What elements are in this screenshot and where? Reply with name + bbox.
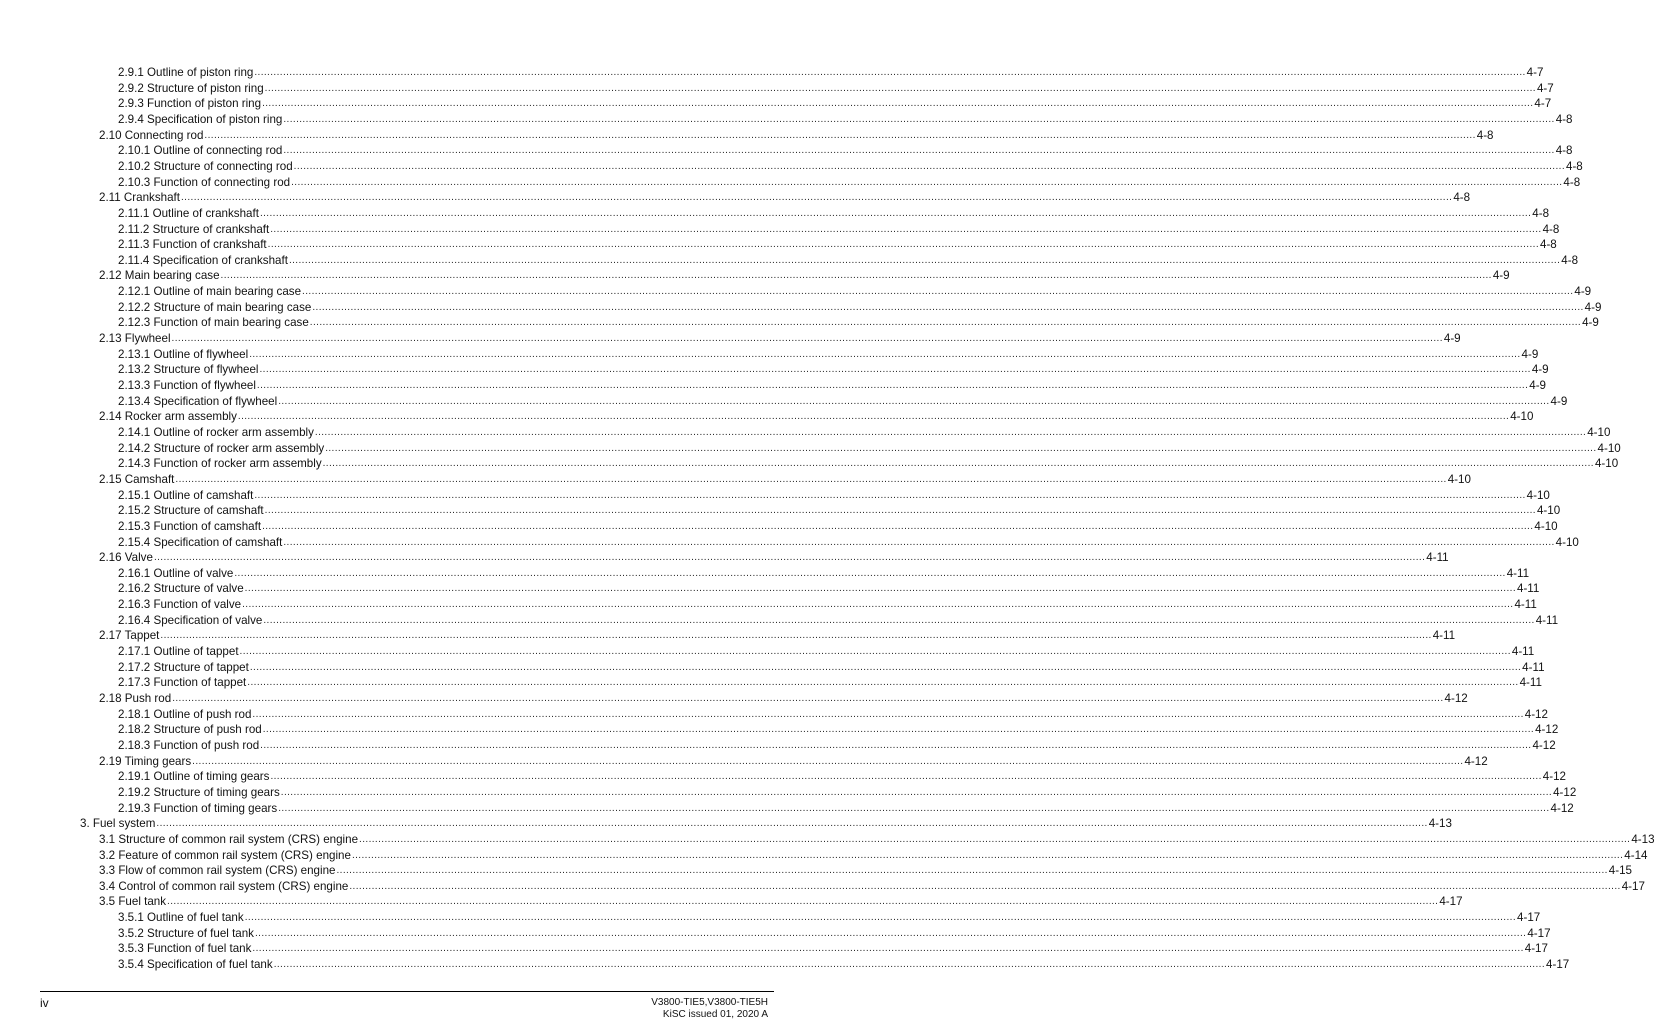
toc-entry-title: 2.11.2 Structure of crankshaft: [118, 222, 270, 236]
dot-leader: ................................................................................................................................................................................................................................................................................................................................................................................................................: [153, 552, 1426, 564]
dot-leader: ................................................................................................................................................................................................................................................................................................................................................................................................................: [263, 614, 1535, 626]
dot-leader: ................................................................................................................................................................................................................................................................................................................................................................................................................: [254, 927, 1527, 939]
toc-entry[interactable]: [118, 956, 1570, 972]
toc-entry[interactable]: [118, 909, 1541, 925]
toc-entry-page: 4-17: [1439, 895, 1463, 909]
dot-leader: ................................................................................................................................................................................................................................................................................................................................................................................................................: [322, 458, 1594, 470]
toc-entry[interactable]: [118, 346, 1539, 362]
toc-entry[interactable]: [118, 377, 1547, 393]
toc-entry-page: 4-8: [1542, 222, 1560, 236]
toc-entry-page: 4-10: [1510, 410, 1534, 424]
dot-leader: ................................................................................................................................................................................................................................................................................................................................................................................................................: [262, 724, 1535, 736]
toc-entry-page: 4-11: [1506, 566, 1530, 580]
toc-entry[interactable]: [99, 549, 1449, 565]
footer-divider: [40, 991, 774, 992]
toc-entry-title: 2.18.2 Structure of push rod: [118, 723, 262, 737]
dot-leader: ................................................................................................................................................................................................................................................................................................................................................................................................................: [254, 67, 1526, 78]
toc-entry-page: 4-17: [1517, 911, 1541, 925]
dot-leader: ................................................................................................................................................................................................................................................................................................................................................................................................................: [249, 661, 1522, 673]
toc-entry[interactable]: [99, 471, 1471, 487]
toc-entry[interactable]: [118, 142, 1573, 158]
toc-entry-title: 2.13.2 Structure of flywheel: [118, 363, 259, 377]
toc-entry[interactable]: [99, 408, 1534, 424]
toc-entry-title: 2.10 Connecting rod: [99, 128, 204, 142]
toc-entry[interactable]: [118, 314, 1599, 330]
dot-leader: ................................................................................................................................................................................................................................................................................................................................................................................................................: [280, 786, 1553, 798]
toc-entry-page: 4-12: [1524, 707, 1548, 721]
dot-leader: ................................................................................................................................................................................................................................................................................................................................................................................................................: [160, 630, 1432, 642]
toc-entry-title: 2.9.3 Function of piston ring: [118, 97, 262, 111]
dot-leader: ................................................................................................................................................................................................................................................................................................................................................................................................................: [242, 599, 1514, 611]
toc-entry-page: 4-10: [1526, 488, 1550, 502]
toc-entry-page: 4-7: [1526, 66, 1544, 79]
dot-leader: ................................................................................................................................................................................................................................................................................................................................................................................................................: [204, 129, 1476, 141]
toc-entry[interactable]: [99, 878, 1645, 894]
toc-entry[interactable]: [99, 893, 1463, 909]
toc-entry-title: 2.17.1 Outline of tappet: [118, 645, 239, 659]
toc-entry-title: 2.10.1 Outline of connecting rod: [118, 144, 283, 158]
footer-model: V3800-TIE5,V3800-TIE5H: [651, 997, 768, 1008]
dot-leader: ................................................................................................................................................................................................................................................................................................................................................................................................................: [244, 583, 1516, 595]
toc-entry-page: 4-8: [1566, 159, 1583, 173]
toc-entry-page: 4-9: [1443, 332, 1461, 346]
toc-entry[interactable]: [118, 940, 1548, 956]
dot-leader: ................................................................................................................................................................................................................................................................................................................................................................................................................: [312, 301, 1584, 313]
toc-entry-page: 4-14: [1624, 848, 1648, 862]
toc-entry-page: 4-8: [1561, 253, 1579, 267]
toc-entry-title: 3.5.2 Structure of fuel tank: [118, 926, 254, 940]
toc-entry[interactable]: [118, 393, 1568, 409]
toc-entry-title: 2.19.3 Function of timing gears: [118, 801, 278, 815]
dot-leader: ................................................................................................................................................................................................................................................................................................................................................................................................................: [270, 223, 1542, 235]
toc-entry[interactable]: [118, 518, 1558, 534]
toc-entry-page: 4-17: [1546, 958, 1570, 972]
toc-entry[interactable]: [118, 502, 1561, 518]
dot-leader: ................................................................................................................................................................................................................................................................................................................................................................................................................: [349, 880, 1621, 892]
toc-entry-page: 4-11: [1426, 551, 1449, 565]
toc-entry[interactable]: [99, 862, 1633, 878]
toc-entry-title: 3.5.3 Function of fuel tank: [118, 942, 252, 956]
dot-leader: ................................................................................................................................................................................................................................................................................................................................................................................................................: [278, 802, 1550, 814]
page-number: iv: [40, 996, 49, 1010]
dot-leader: ................................................................................................................................................................................................................................................................................................................................................................................................................: [273, 959, 1546, 971]
toc-entry[interactable]: [99, 267, 1510, 283]
toc-entry-page: 4-7: [1534, 97, 1552, 111]
toc-entry-page: 4-13: [1631, 832, 1655, 846]
dot-leader: ................................................................................................................................................................................................................................................................................................................................................................................................................: [283, 145, 1555, 157]
toc-entry-title: 3.1 Structure of common rail system (CRS) engine: [99, 832, 359, 846]
dot-leader: ................................................................................................................................................................................................................................................................................................................................................................................................................: [254, 489, 1526, 501]
toc-entry[interactable]: [118, 565, 1530, 581]
toc-entry[interactable]: [99, 627, 1456, 643]
toc-entry[interactable]: [99, 753, 1488, 769]
dot-leader: ................................................................................................................................................................................................................................................................................................................................................................................................................: [270, 771, 1542, 783]
dot-leader: ................................................................................................................................................................................................................................................................................................................................................................................................................: [262, 98, 1534, 110]
dot-leader: ................................................................................................................................................................................................................................................................................................................................................................................................................: [351, 849, 1624, 861]
toc-entry[interactable]: [118, 925, 1551, 941]
toc-entry-page: 4-10: [1587, 425, 1611, 439]
toc-entry[interactable]: [99, 847, 1648, 863]
toc-entry-page: 4-17: [1621, 879, 1645, 893]
toc-entry-title: 2.12.2 Structure of main bearing case: [118, 300, 312, 314]
toc-entry-title: 3.2 Feature of common rail system (CRS) engine: [99, 848, 351, 862]
dot-leader: ................................................................................................................................................................................................................................................................................................................................................................................................................: [302, 286, 1574, 298]
toc-entry[interactable]: [118, 361, 1549, 377]
toc-entry-title: 2.17.2 Structure of tappet: [118, 660, 249, 674]
dot-leader: ................................................................................................................................................................................................................................................................................................................................................................................................................: [291, 176, 1563, 188]
toc-entry-page: 4-11: [1432, 629, 1456, 643]
toc-entry[interactable]: [118, 252, 1579, 268]
toc-entry-page: 4-15: [1608, 864, 1633, 878]
toc-entry-title: 2.16 Valve: [99, 551, 153, 565]
toc-entry[interactable]: [118, 174, 1581, 190]
toc-entry-page: 4-11: [1522, 660, 1545, 674]
toc-entry[interactable]: [99, 690, 1468, 706]
dot-leader: ................................................................................................................................................................................................................................................................................................................................................................................................................: [264, 505, 1536, 517]
dot-leader: ................................................................................................................................................................................................................................................................................................................................................................................................................: [325, 442, 1597, 454]
dot-leader: ................................................................................................................................................................................................................................................................................................................................................................................................................: [172, 693, 1444, 704]
toc-entry-page: 4-9: [1492, 269, 1510, 283]
toc-entry[interactable]: [118, 800, 1574, 816]
toc-entry[interactable]: [118, 721, 1559, 737]
toc-entry-page: 4-17: [1524, 942, 1548, 956]
toc-entry-title: 2.19.2 Structure of timing gears: [118, 785, 280, 799]
toc-entry-page: 4-8: [1476, 128, 1494, 142]
toc-entry-page: 4-8: [1540, 238, 1557, 252]
toc-entry-page: 4-12: [1464, 754, 1488, 768]
toc-entry[interactable]: [99, 127, 1494, 143]
toc-entry-page: 4-10: [1555, 535, 1579, 549]
dot-leader: ................................................................................................................................................................................................................................................................................................................................................................................................................: [234, 567, 1506, 579]
toc-entry-page: 4-11: [1511, 645, 1535, 659]
toc-entry-title: 2.12 Main bearing case: [99, 269, 220, 283]
dot-leader: ................................................................................................................................................................................................................................................................................................................................................................................................................: [247, 677, 1519, 689]
toc-entry-title: 2.16.2 Structure of valve: [118, 582, 244, 596]
toc-entry-title: 3.4 Control of common rail system (CRS) engine: [99, 879, 349, 893]
toc-entry-title: 2.19 Timing gears: [99, 754, 192, 768]
toc-entry-title: 2.10.2 Structure of connecting rod: [118, 159, 293, 173]
toc-entry[interactable]: [118, 706, 1548, 722]
toc-entry-page: 4-8: [1532, 206, 1550, 220]
toc-entry[interactable]: [118, 534, 1579, 550]
toc-entry-title: 2.15.2 Structure of camshaft: [118, 504, 264, 518]
toc-entry[interactable]: [118, 643, 1535, 659]
toc-entry-title: 2.15.3 Function of camshaft: [118, 519, 262, 533]
dot-leader: ................................................................................................................................................................................................................................................................................................................................................................................................................: [239, 646, 1511, 658]
toc-entry-page: 4-9: [1529, 379, 1547, 392]
toc-entry[interactable]: [118, 612, 1559, 628]
dot-leader: ................................................................................................................................................................................................................................................................................................................................................................................................................: [283, 113, 1555, 125]
toc-entry[interactable]: [118, 283, 1592, 299]
toc-entry[interactable]: [118, 674, 1542, 690]
toc-entry[interactable]: [118, 424, 1611, 440]
toc-entry-page: 4-9: [1521, 347, 1539, 361]
toc-entry-page: 4-12: [1542, 770, 1566, 784]
toc-entry-page: 4-11: [1519, 676, 1542, 690]
toc-entry-page: 4-9: [1574, 285, 1592, 299]
dot-leader: ................................................................................................................................................................................................................................................................................................................................................................................................................: [171, 333, 1443, 345]
toc-entry-page: 4-11: [1517, 582, 1540, 596]
dot-leader: ................................................................................................................................................................................................................................................................................................................................................................................................................: [336, 865, 1608, 877]
toc-entry-page: 4-17: [1527, 926, 1551, 940]
toc-entry-title: 2.13.3 Function of flywheel: [118, 379, 256, 392]
toc-entry[interactable]: [80, 815, 1452, 831]
toc-entry[interactable]: [118, 659, 1545, 675]
toc-entry-page: 4-9: [1582, 316, 1599, 330]
toc-entry-title: 2.19.1 Outline of timing gears: [118, 770, 270, 784]
dot-leader: ................................................................................................................................................................................................................................................................................................................................................................................................................: [192, 755, 1464, 767]
toc-entry[interactable]: [118, 737, 1556, 753]
toc-entry[interactable]: [118, 158, 1583, 174]
toc-entry-page: 4-12: [1553, 785, 1577, 799]
toc-entry[interactable]: [118, 80, 1554, 96]
dot-leader: ................................................................................................................................................................................................................................................................................................................................................................................................................: [309, 317, 1582, 329]
toc-entry-page: 4-10: [1536, 504, 1561, 518]
toc-entry[interactable]: [118, 580, 1540, 596]
dot-leader: ................................................................................................................................................................................................................................................................................................................................................................................................................: [359, 833, 1631, 845]
toc-entry-title: 3.3 Flow of common rail system (CRS) engine: [99, 864, 336, 878]
toc-entry[interactable]: [118, 299, 1602, 315]
dot-leader: ................................................................................................................................................................................................................................................................................................................................................................................................................: [167, 896, 1439, 908]
toc-entry-page: 4-9: [1550, 394, 1568, 408]
toc-entry[interactable]: [118, 64, 1544, 80]
toc-entry[interactable]: [118, 221, 1560, 237]
toc-entry-title: 2.13.4 Specification of flywheel: [118, 394, 278, 408]
toc-entry-title: 2.9.2 Structure of piston ring: [118, 81, 264, 95]
toc-entry[interactable]: [99, 330, 1461, 346]
toc-entry[interactable]: [99, 189, 1471, 205]
dot-leader: ................................................................................................................................................................................................................................................................................................................................................................................................................: [252, 708, 1524, 720]
dot-leader: ................................................................................................................................................................................................................................................................................................................................................................................................................: [267, 239, 1539, 251]
dot-leader: ................................................................................................................................................................................................................................................................................................................................................................................................................: [249, 348, 1521, 360]
toc-entry-page: 4-9: [1584, 300, 1602, 314]
toc-entry-title: 2.14.3 Function of rocker arm assembly: [118, 457, 322, 471]
toc-entry[interactable]: [118, 205, 1550, 221]
toc-entry-title: 2.11 Crankshaft: [99, 191, 180, 205]
dot-leader: ................................................................................................................................................................................................................................................................................................................................................................................................................: [181, 192, 1453, 204]
toc-entry[interactable]: [118, 784, 1577, 800]
toc-entry-title: 2.15.1 Outline of camshaft: [118, 488, 254, 502]
dot-leader: ................................................................................................................................................................................................................................................................................................................................................................................................................: [260, 739, 1532, 751]
toc-entry[interactable]: [118, 487, 1550, 503]
toc-entry-title: 2.16.4 Specification of valve: [118, 613, 263, 627]
toc-entry-title: 3.5 Fuel tank: [99, 895, 167, 909]
toc-entry-title: 2.17.3 Function of tappet: [118, 676, 247, 690]
toc-entry-title: 2.18.1 Outline of push rod: [118, 707, 252, 721]
dot-leader: ................................................................................................................................................................................................................................................................................................................................................................................................................: [293, 160, 1565, 172]
dot-leader: ................................................................................................................................................................................................................................................................................................................................................................................................................: [278, 395, 1550, 407]
toc-entry-title: 2.12.1 Outline of main bearing case: [118, 285, 302, 299]
toc-entry-title: 2.13 Flywheel: [99, 332, 171, 346]
toc-entry-title: 2.18 Push rod: [99, 692, 172, 705]
toc-entry-title: 3.5.4 Specification of fuel tank: [118, 958, 273, 972]
toc-entry-page: 4-7: [1536, 81, 1554, 95]
dot-leader: ................................................................................................................................................................................................................................................................................................................................................................................................................: [256, 380, 1529, 391]
toc-entry-page: 4-10: [1447, 472, 1471, 486]
toc-entry[interactable]: [118, 596, 1537, 612]
toc-entry-page: 4-12: [1444, 692, 1468, 705]
toc-entry-title: 3.5.1 Outline of fuel tank: [118, 911, 244, 925]
footer-issue: KiSC issued 01, 2020 A: [662, 1009, 768, 1020]
toc-entry-title: 2.16.1 Outline of valve: [118, 566, 234, 580]
toc-entry[interactable]: [118, 768, 1566, 784]
toc-entry-title: 2.11.4 Specification of crankshaft: [118, 253, 288, 267]
dot-leader: ................................................................................................................................................................................................................................................................................................................................................................................................................: [220, 270, 1492, 282]
dot-leader: ................................................................................................................................................................................................................................................................................................................................................................................................................: [175, 473, 1447, 485]
toc-entry-page: 4-12: [1532, 738, 1556, 752]
dot-leader: ................................................................................................................................................................................................................................................................................................................................................................................................................: [237, 411, 1510, 423]
toc-entry-title: 2.10.3 Function of connecting rod: [118, 175, 291, 189]
footer-info: [651, 997, 768, 1021]
dot-leader: ................................................................................................................................................................................................................................................................................................................................................................................................................: [264, 82, 1536, 94]
toc-entry-page: 4-8: [1453, 191, 1471, 205]
toc-entry[interactable]: [118, 111, 1573, 127]
toc-entry-title: 2.11.1 Outline of crankshaft: [118, 206, 259, 220]
dot-leader: ................................................................................................................................................................................................................................................................................................................................................................................................................: [259, 207, 1532, 219]
dot-leader: ................................................................................................................................................................................................................................................................................................................................................................................................................: [252, 943, 1524, 955]
toc-entry-page: 4-12: [1535, 723, 1559, 737]
toc-entry-page: 4-10: [1594, 457, 1619, 471]
toc-entry-page: 4-12: [1550, 801, 1574, 815]
toc-entry[interactable]: [118, 236, 1557, 252]
toc-entry-page: 4-8: [1555, 112, 1573, 126]
toc-entry-title: 2.9.4 Specification of piston ring: [118, 112, 283, 126]
toc-entry-page: 4-10: [1597, 441, 1621, 455]
dot-leader: ................................................................................................................................................................................................................................................................................................................................................................................................................: [244, 912, 1517, 924]
dot-leader: ................................................................................................................................................................................................................................................................................................................................................................................................................: [314, 426, 1587, 438]
toc-entry-page: 4-13: [1428, 817, 1452, 831]
toc-entry-title: 2.11.3 Function of crankshaft: [118, 238, 267, 252]
toc-entry-page: 4-8: [1555, 144, 1573, 158]
toc-entry-page: 4-8: [1563, 175, 1581, 189]
toc-entry-title: 2.12.3 Function of main bearing case: [118, 316, 309, 330]
toc-entry-title: 2.9.1 Outline of piston ring: [118, 66, 254, 79]
toc-entry-title: 2.14.2 Structure of rocker arm assembly: [118, 441, 325, 455]
toc-entry-page: 4-11: [1535, 613, 1559, 627]
toc-entry-title: 2.18.3 Function of push rod: [118, 738, 260, 752]
toc-entry-title: 2.17 Tappet: [99, 629, 160, 643]
toc-entry-page: 4-10: [1534, 519, 1558, 533]
toc-entry-title: 2.14.1 Outline of rocker arm assembly: [118, 425, 314, 439]
dot-leader: ................................................................................................................................................................................................................................................................................................................................................................................................................: [259, 364, 1531, 376]
toc-entry[interactable]: [118, 440, 1621, 456]
toc-entry-title: 2.14 Rocker arm assembly: [99, 410, 237, 424]
toc-entry-title: 3. Fuel system: [80, 817, 156, 831]
dot-leader: ................................................................................................................................................................................................................................................................................................................................................................................................................: [156, 818, 1428, 830]
toc-entry-page: 4-9: [1531, 363, 1549, 377]
toc-entry[interactable]: [99, 831, 1655, 847]
toc-entry[interactable]: [118, 455, 1619, 471]
dot-leader: ................................................................................................................................................................................................................................................................................................................................................................................................................: [288, 254, 1561, 266]
toc-entry-title: 2.13.1 Outline of flywheel: [118, 347, 249, 361]
dot-leader: ................................................................................................................................................................................................................................................................................................................................................................................................................: [262, 520, 1534, 532]
toc-entry-page: 4-11: [1514, 598, 1537, 612]
dot-leader: ................................................................................................................................................................................................................................................................................................................................................................................................................: [283, 536, 1555, 548]
toc-entry[interactable]: [118, 95, 1552, 111]
toc-entry-title: 2.16.3 Function of valve: [118, 598, 242, 612]
toc-entry-title: 2.15.4 Specification of camshaft: [118, 535, 283, 549]
toc-entry-title: 2.15 Camshaft: [99, 472, 175, 486]
